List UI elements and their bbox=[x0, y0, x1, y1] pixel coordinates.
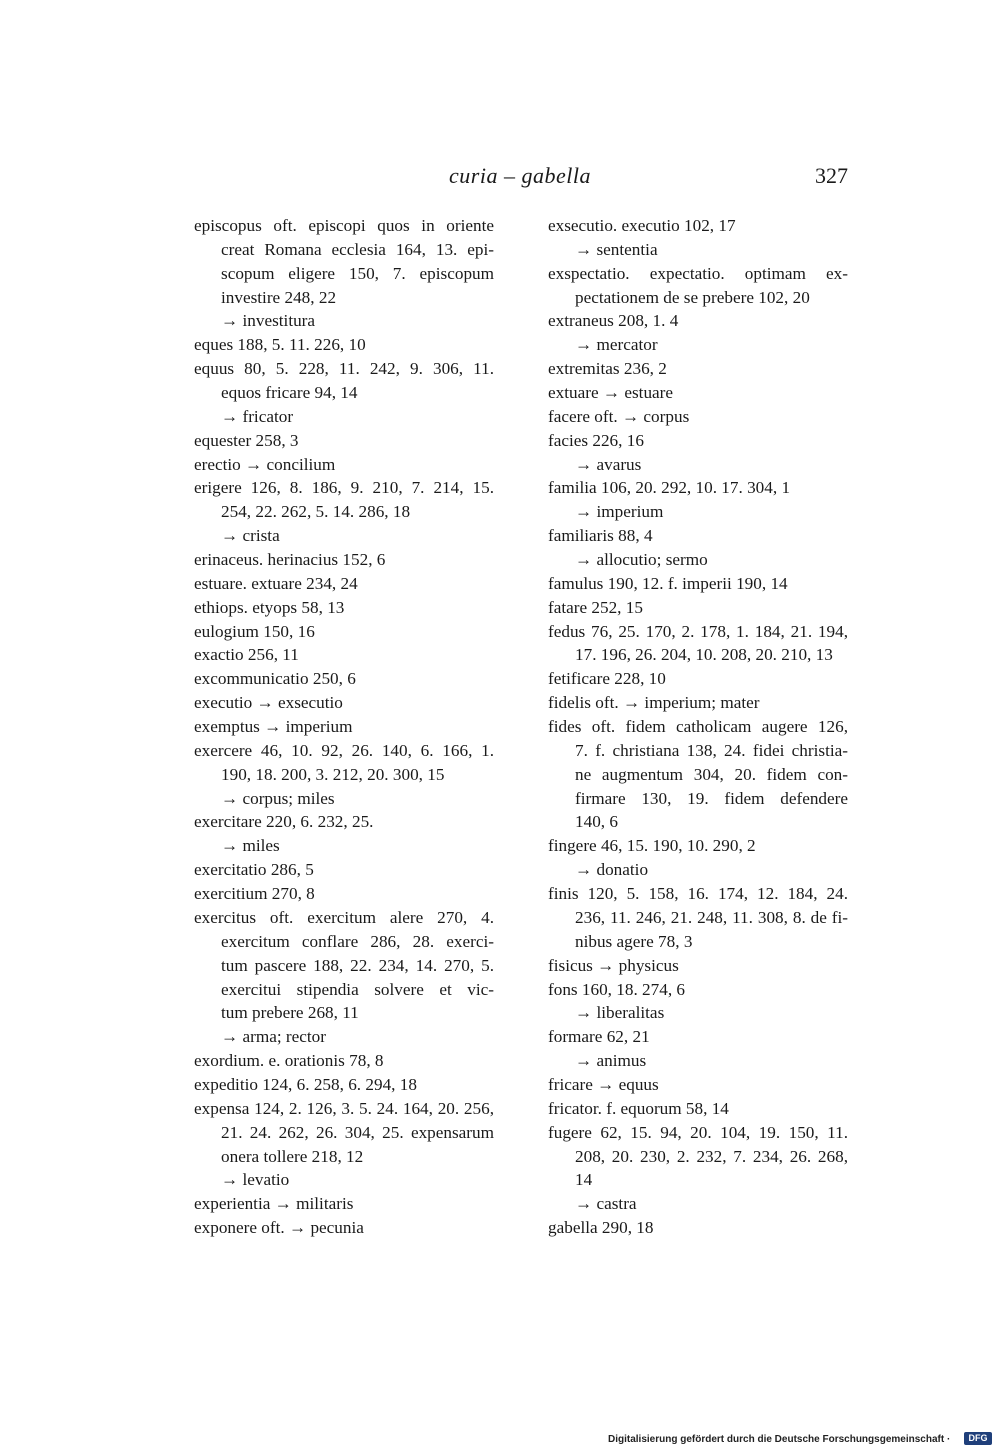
index-entry-line: exordium. e. orationis 78, 8 bbox=[194, 1051, 384, 1071]
index-entry-line: episcopus oft. episcopi quos in oriente bbox=[194, 216, 494, 235]
cross-reference-line: → arma; rector bbox=[221, 1027, 326, 1047]
index-entry-line: estuare. extuare 234, 24 bbox=[194, 573, 358, 593]
index-entry-line: facere oft. → corpus bbox=[548, 406, 690, 426]
index-entry-line: onera tollere 218, 12 bbox=[221, 1146, 364, 1166]
index-entry-line: gabella 290, 18 bbox=[548, 1218, 654, 1238]
index-entry-line: tum pascere 188, 22. 234, 14. 270, 5. bbox=[221, 955, 494, 975]
index-entry-line: firmare 130, 19. fidem defendere bbox=[575, 788, 848, 808]
index-entry-line: fatare 252, 15 bbox=[548, 597, 643, 617]
index-entry-line: exercitui stipendia solvere et vic- bbox=[221, 979, 494, 999]
index-entry-line: fugere 62, 15. 94, 20. 104, 19. 150, 11. bbox=[548, 1122, 848, 1142]
index-entry-line: executio → exsecutio bbox=[194, 693, 343, 713]
index-entry-line: experientia → militaris bbox=[194, 1194, 354, 1214]
index-entry-line: exponere oft. → pecunia bbox=[194, 1218, 364, 1238]
index-entry-line: 17. 196, 26. 204, 10. 208, 20. 210, 13 bbox=[575, 645, 833, 665]
index-entry-line: fingere 46, 15. 190, 10. 290, 2 bbox=[548, 836, 756, 856]
index-entry-line: exercitum conflare 286, 28. exerci- bbox=[221, 931, 494, 951]
index-entry-line: erinaceus. herinacius 152, 6 bbox=[194, 550, 386, 570]
cross-reference-line: → miles bbox=[221, 836, 280, 856]
index-entry-line: formare 62, 21 bbox=[548, 1027, 650, 1047]
index-entry-line: pectationem de se prebere 102, 20 bbox=[575, 287, 810, 307]
dfg-logo: DFG bbox=[964, 1432, 992, 1445]
index-entry-line: 140, 6 bbox=[575, 812, 618, 832]
index-entry-line: exemptus → imperium bbox=[194, 717, 353, 737]
index-entry-line: fons 160, 18. 274, 6 bbox=[548, 979, 686, 999]
index-entry-line: equos fricare 94, 14 bbox=[221, 383, 358, 403]
index-entry-line: fisicus → physicus bbox=[548, 955, 679, 975]
index-entry-line: 7. f. christiana 138, 24. fidei christia- bbox=[575, 740, 848, 760]
cross-reference-line: → corpus; miles bbox=[221, 788, 335, 808]
index-entry-line: exactio 256, 11 bbox=[194, 645, 299, 665]
cross-reference-line: → avarus bbox=[575, 454, 642, 474]
cross-reference-line: → fricator bbox=[221, 406, 294, 426]
index-entry-line: exercitium 270, 8 bbox=[194, 884, 315, 904]
cross-reference-line: → investitura bbox=[221, 311, 316, 331]
index-entry-line: nibus agere 78, 3 bbox=[575, 931, 693, 951]
cross-reference-line: → castra bbox=[575, 1194, 637, 1214]
cross-reference-line: → donatio bbox=[575, 860, 649, 880]
index-entry-line: expensa 124, 2. 126, 3. 5. 24. 164, 20. 256, bbox=[194, 1098, 494, 1118]
index-entry-line: expeditio 124, 6. 258, 6. 294, 18 bbox=[194, 1074, 417, 1094]
index-entry-line: 236, 11. 246, 21. 248, 11. 308, 8. de fi- bbox=[575, 907, 848, 927]
index-entry-line: equester 258, 3 bbox=[194, 430, 299, 450]
index-entry-line: equus 80, 5. 228, 11. 242, 9. 306, 11. bbox=[194, 359, 494, 379]
cross-reference-line: → crista bbox=[221, 526, 280, 546]
index-entry-line: excommunicatio 250, 6 bbox=[194, 669, 356, 689]
index-entry-line: ethiops. etyops 58, 13 bbox=[194, 597, 345, 617]
index-entry-line: 254, 22. 262, 5. 14. 286, 18 bbox=[221, 502, 411, 522]
index-entry-line: fricator. f. equorum 58, 14 bbox=[548, 1098, 729, 1118]
index-entry-line: fetificare 228, 10 bbox=[548, 669, 666, 689]
index-entry-line: creat Romana ecclesia 164, 13. epi- bbox=[221, 239, 494, 259]
index-entry-line: fidelis oft. → imperium; mater bbox=[548, 693, 760, 713]
index-entry-line: extremitas 236, 2 bbox=[548, 359, 667, 379]
index-entry-line: scopum eligere 150, 7. episcopum bbox=[221, 263, 494, 283]
index-entry-line: extraneus 208, 1. 4 bbox=[548, 311, 679, 331]
index-entry-line: 208, 20. 230, 2. 232, 7. 234, 26. 268, bbox=[575, 1146, 848, 1166]
index-entry-line: fides oft. fidem catholicam augere 126, bbox=[548, 717, 848, 737]
index-entry-line: 21. 24. 262, 26. 304, 25. expensarum bbox=[221, 1122, 494, 1142]
cross-reference-line: → imperium bbox=[575, 502, 664, 522]
index-entry-line: exercitatio 286, 5 bbox=[194, 860, 314, 880]
index-entry-line: familia 106, 20. 292, 10. 17. 304, 1 bbox=[548, 478, 791, 498]
index-entry-line: exercitus oft. exercitum alere 270, 4. bbox=[194, 907, 494, 927]
index-entry-line: fedus 76, 25. 170, 2. 178, 1. 184, 21. 194, bbox=[548, 621, 848, 641]
index-entry-line: 14 bbox=[575, 1170, 593, 1190]
cross-reference-line: → mercator bbox=[575, 335, 658, 355]
index-column-left bbox=[194, 214, 494, 1240]
index-entry-line: familiaris 88, 4 bbox=[548, 526, 653, 546]
cross-reference-line: → liberalitas bbox=[575, 1003, 665, 1023]
index-entry-line: 190, 18. 200, 3. 212, 20. 300, 15 bbox=[221, 764, 445, 784]
index-entry-line: extuare → estuare bbox=[548, 383, 674, 403]
index-entry-line: exercitare 220, 6. 232, 25. bbox=[194, 812, 374, 832]
index-entry-line: finis 120, 5. 158, 16. 174, 12. 184, 24. bbox=[548, 884, 848, 904]
cross-reference-line: → animus bbox=[575, 1051, 647, 1071]
running-title: curia – gabella bbox=[449, 163, 591, 188]
page-number: 327 bbox=[815, 163, 848, 188]
cross-reference-line: → sententia bbox=[575, 239, 658, 259]
index-entry-line: erigere 126, 8. 186, 9. 210, 7. 214, 15. bbox=[194, 478, 494, 498]
index-entry-line: eulogium 150, 16 bbox=[194, 621, 315, 641]
cross-reference-line: → allocutio; sermo bbox=[575, 550, 708, 570]
digitization-credit: Digitalisierung gefördert durch die Deutsche Forschungsgemeinschaft · bbox=[608, 1434, 951, 1445]
index-entry-line: exercere 46, 10. 92, 26. 140, 6. 166, 1. bbox=[194, 740, 494, 760]
index-entry-line: exspectatio. expectatio. optimam ex- bbox=[548, 263, 848, 283]
index-entry-line: exsecutio. executio 102, 17 bbox=[548, 216, 736, 235]
index-entry-line: fricare → equus bbox=[548, 1074, 659, 1094]
index-entry-line: investire 248, 22 bbox=[221, 287, 337, 307]
index-entry-line: tum prebere 268, 11 bbox=[221, 1003, 359, 1023]
index-entry-line: erectio → concilium bbox=[194, 454, 336, 474]
index-column-right bbox=[548, 214, 848, 1240]
index-entry-line: eques 188, 5. 11. 226, 10 bbox=[194, 335, 366, 355]
index-entry-line: famulus 190, 12. f. imperii 190, 14 bbox=[548, 573, 788, 593]
index-entry-line: ne augmentum 304, 20. fidem con- bbox=[575, 764, 848, 784]
cross-reference-line: → levatio bbox=[221, 1170, 290, 1190]
index-entry-line: facies 226, 16 bbox=[548, 430, 644, 450]
